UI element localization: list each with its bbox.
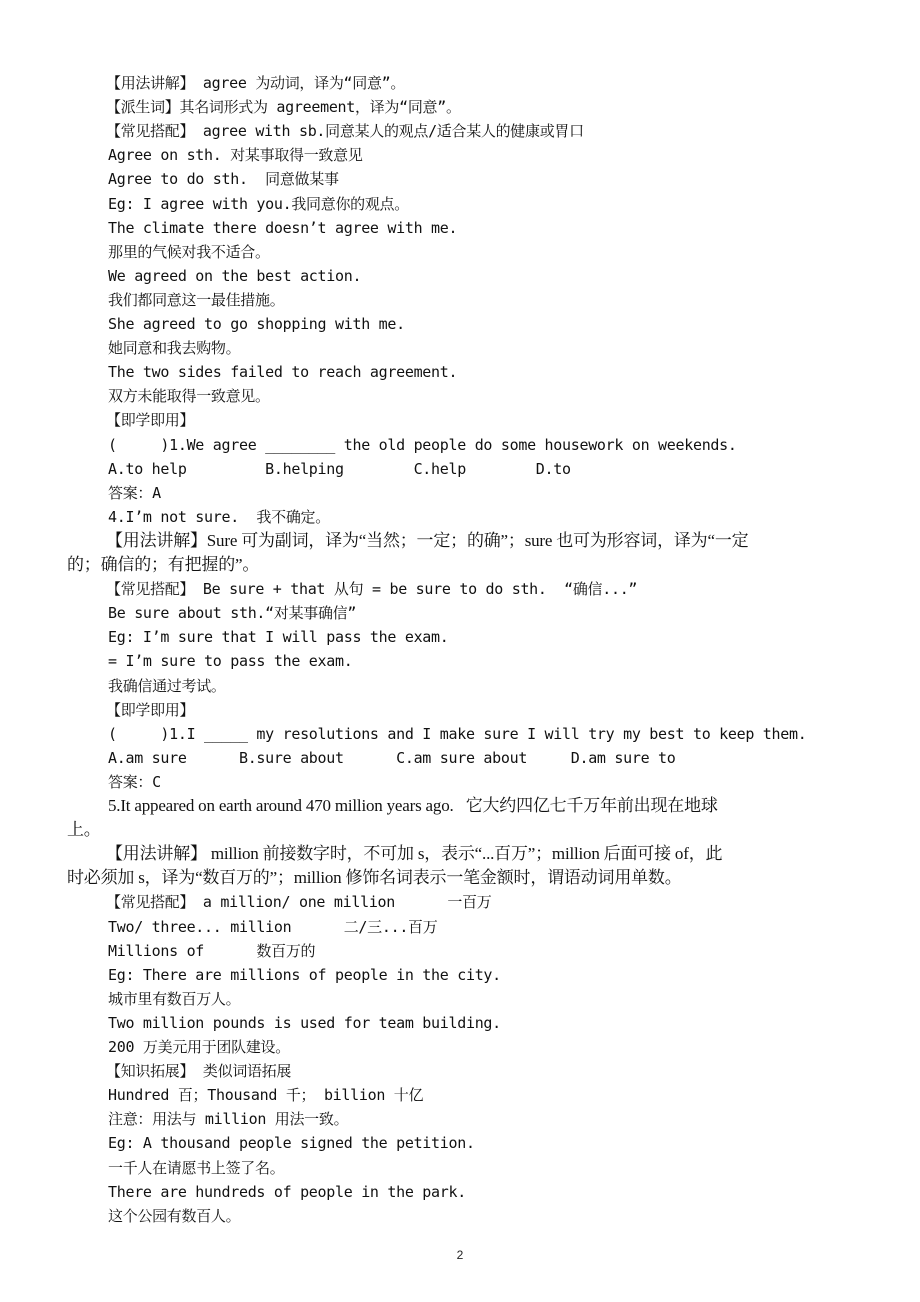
text-line: 4.I’m not sure. 我不确定。 (108, 508, 330, 526)
text-line: = I’m sure to pass the exam. (108, 652, 353, 670)
text-line: 答案：C (108, 773, 161, 791)
section-heading-line: 【常见搭配】 Be sure + that 从句 = be sure to do sth. “确信...” (106, 580, 638, 598)
text-line: Hundred 百；Thousand 千； billion 十亿 (108, 1086, 424, 1104)
text-line: Eg: There are millions of people in the city. (108, 966, 501, 984)
text-line: 城市里有数百万人。 (108, 990, 241, 1008)
text-line: 我们都同意这一最佳措施。 (108, 291, 285, 309)
text-line: We agreed on the best action. (108, 267, 362, 285)
text-line: 她同意和我去购物。 (108, 339, 241, 357)
section-heading-line: 【即学即用】 (106, 701, 195, 719)
text-line: 答案：A (108, 484, 161, 502)
text-line: 5.It appeared on earth around 470 million years ago. 它大约四亿七千万年前出现在地球 (108, 796, 718, 815)
text-line: Two/ three... million 二/三...百万 (108, 918, 438, 936)
text-line: Be sure about sth.“对某事确信” (108, 604, 357, 622)
text-line: 注意：用法与 million 用法一致。 (108, 1110, 349, 1128)
section-heading-line: 【即学即用】 (106, 411, 195, 429)
text-line: Agree on sth. 对某事取得一致意见 (108, 146, 363, 164)
section-heading-line: 【用法讲解】 agree 为动词，译为“同意”。 (106, 74, 406, 92)
text-line: 双方未能取得一致意见。 (108, 387, 270, 405)
section-heading-line: 【知识拓展】 类似词语拓展 (106, 1062, 292, 1080)
text-line: ( )1.I _____ my resolutions and I make sure I will try my best to keep them. (108, 725, 807, 743)
text-line: 那里的气候对我不适合。 (108, 243, 270, 261)
text-line: A.am sure B.sure about C.am sure about D.am sure to (108, 749, 676, 767)
text-line: She agreed to go shopping with me. (108, 315, 405, 333)
text-line: There are hundreds of people in the park. (108, 1183, 466, 1201)
section-heading-line: 【用法讲解】 million 前接数字时，不可加 s，表示“...百万”；million 后面可接 of，此 (106, 844, 723, 863)
page-number: 2 (456, 1248, 464, 1262)
text-line: Eg: I agree with you.我同意你的观点。 (108, 195, 409, 213)
text-line: 200 万美元用于团队建设。 (108, 1038, 290, 1056)
text-line: Agree to do sth. 同意做某事 (108, 170, 339, 188)
text-line: Two million pounds is used for team building. (108, 1014, 501, 1032)
wrapped-continuation-line: 的；确信的；有把握的”。 (67, 555, 260, 574)
wrapped-continuation-line: 时必须加 s，译为“数百万的”；million 修饰名词表示一笔金额时，谓语动词用单数。 (67, 868, 682, 887)
section-heading-line: 【派生词】其名词形式为 agreement，译为“同意”。 (106, 98, 461, 116)
text-line: 一千人在请愿书上签了名。 (108, 1159, 285, 1177)
text-line: The two sides failed to reach agreement. (108, 363, 458, 381)
section-heading-line: 【常见搭配】 a million/ one million 一百万 (106, 893, 492, 911)
text-line: 这个公园有数百人。 (108, 1207, 241, 1225)
text-line: Eg: A thousand people signed the petition. (108, 1134, 475, 1152)
text-line: Millions of 数百万的 (108, 942, 316, 960)
text-line: Eg: I’m sure that I will pass the exam. (108, 628, 449, 646)
text-line: ( )1.We agree ________ the old people do some housework on weekends. (108, 436, 737, 454)
wrapped-continuation-line: 上。 (67, 820, 101, 839)
text-line: The climate there doesn’t agree with me. (108, 219, 458, 237)
text-line: 我确信通过考试。 (108, 677, 226, 695)
text-line: A.to help B.helping C.help D.to (108, 460, 571, 478)
section-heading-line: 【常见搭配】 agree with sb.同意某人的观点/适合某人的健康或胃口 (106, 122, 584, 140)
section-heading-line: 【用法讲解】Sure 可为副词，译为“当然；一定；的确”；sure 也可为形容词，译为“一定 (106, 531, 749, 550)
